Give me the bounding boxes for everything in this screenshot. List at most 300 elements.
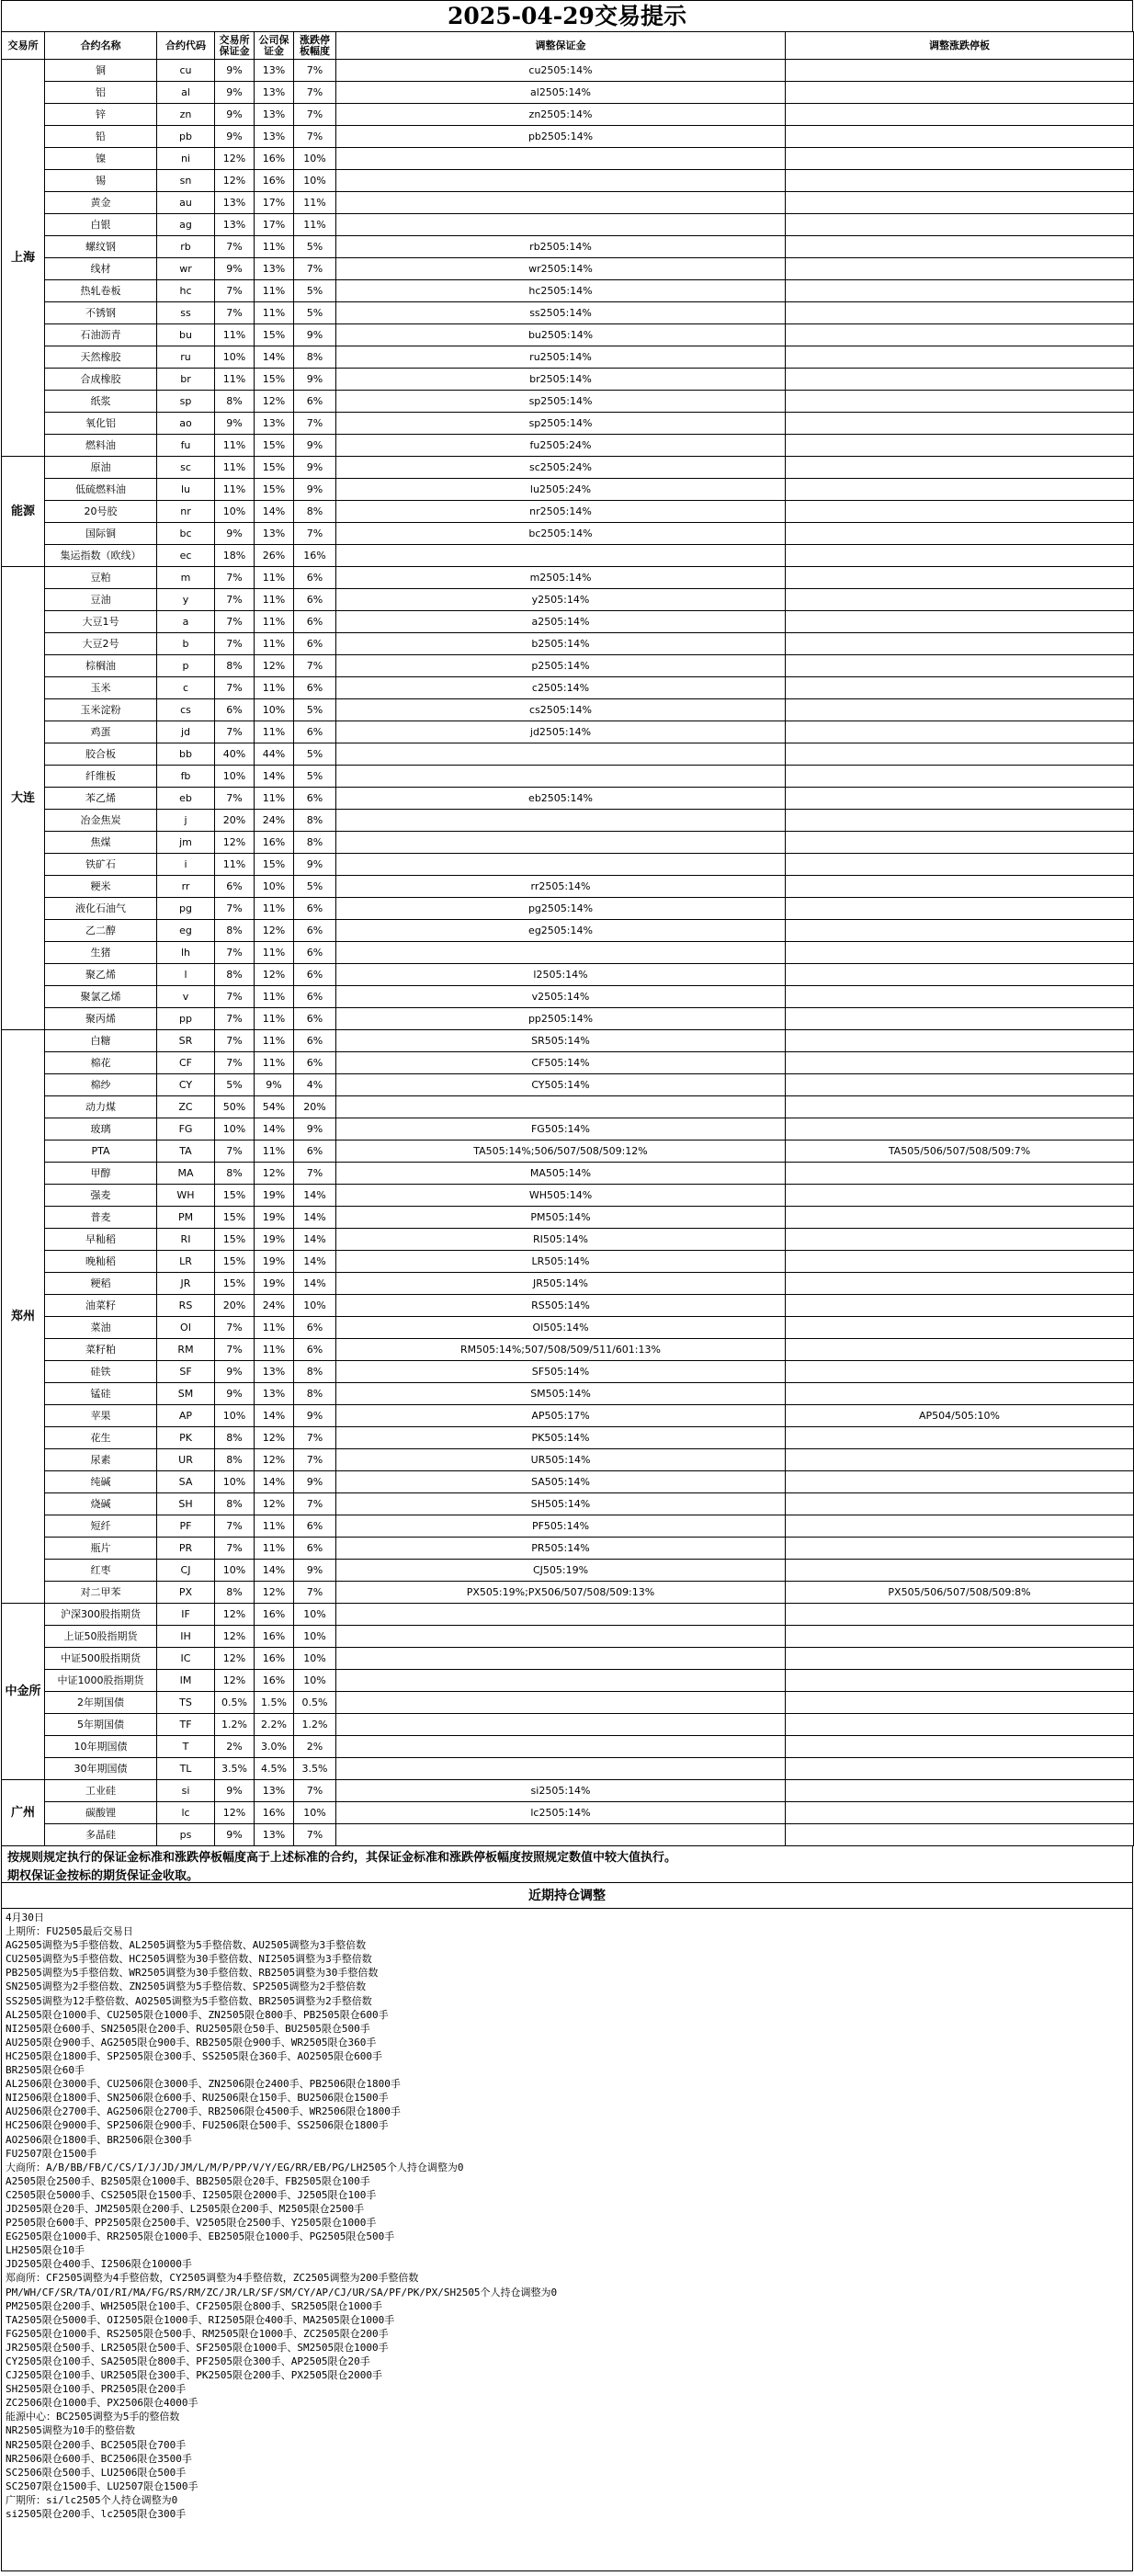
contract-code-cell: jd <box>157 721 215 743</box>
exchange-margin-cell: 13% <box>215 214 255 236</box>
price-limit-cell: 5% <box>294 236 336 258</box>
exchange-margin-cell: 11% <box>215 479 255 501</box>
contract-code-cell: c <box>157 677 215 699</box>
price-limit-cell: 6% <box>294 1339 336 1361</box>
company-margin-cell: 11% <box>255 1008 294 1030</box>
position-line: ZC2506限仓1000手、PX2506限仓4000手 <box>6 2397 198 2410</box>
position-line: NR2506限仓600手、BC2506限仓3500手 <box>6 2452 192 2465</box>
price-limit-cell: 6% <box>294 942 336 964</box>
table-row <box>2 258 1134 280</box>
adjusted-limit-cell <box>786 699 1134 721</box>
company-margin-cell: 10% <box>255 699 294 721</box>
table-row <box>2 1802 1134 1824</box>
adjusted-margin-cell <box>336 1758 786 1780</box>
adjusted-margin-cell <box>336 1736 786 1758</box>
adjusted-limit-cell <box>786 743 1134 766</box>
exchange-margin-cell: 10% <box>215 766 255 788</box>
price-limit-cell: 7% <box>294 1427 336 1449</box>
company-margin-cell: 11% <box>255 633 294 655</box>
exchange-cell: 能源 <box>2 457 45 567</box>
table-row <box>2 1096 1134 1118</box>
contract-name-cell: 铅 <box>45 126 157 148</box>
price-limit-cell: 6% <box>294 964 336 986</box>
company-margin-cell: 15% <box>255 369 294 391</box>
price-limit-cell: 14% <box>294 1251 336 1273</box>
table-row <box>2 832 1134 854</box>
price-limit-cell: 7% <box>294 1582 336 1604</box>
contract-code-cell: pg <box>157 898 215 920</box>
adjusted-limit-cell <box>786 854 1134 876</box>
contract-name-cell: 工业硅 <box>45 1780 157 1802</box>
contract-code-cell: wr <box>157 258 215 280</box>
contract-name-cell: 玉米 <box>45 677 157 699</box>
contract-code-cell: fb <box>157 766 215 788</box>
company-margin-cell: 14% <box>255 501 294 523</box>
contract-name-cell: 花生 <box>45 1427 157 1449</box>
price-limit-cell: 8% <box>294 1383 336 1405</box>
exchange-margin-cell: 7% <box>215 898 255 920</box>
exchange-margin-cell: 10% <box>215 1405 255 1427</box>
table-row <box>2 677 1134 699</box>
exchange-margin-cell: 10% <box>215 346 255 369</box>
contract-code-cell: cu <box>157 60 215 82</box>
adjusted-margin-cell: b2505:14% <box>336 633 786 655</box>
price-limit-cell: 5% <box>294 699 336 721</box>
adjusted-limit-cell <box>786 258 1134 280</box>
position-line: BR2505限仓60手 <box>6 2064 85 2077</box>
table-row <box>2 1582 1134 1604</box>
contract-code-cell: RS <box>157 1295 215 1317</box>
price-limit-cell: 10% <box>294 1648 336 1670</box>
adjusted-margin-cell <box>336 170 786 192</box>
price-limit-cell: 4% <box>294 1074 336 1096</box>
price-limit-cell: 0.5% <box>294 1692 336 1714</box>
adjusted-margin-cell: al2505:14% <box>336 82 786 104</box>
contract-name-cell: 瓶片 <box>45 1538 157 1560</box>
exchange-margin-cell: 7% <box>215 1030 255 1052</box>
margin-table <box>1 31 1134 1846</box>
position-line: A2505限仓2500手、B2505限仓1000手、BB2505限仓20手、FB2505限仓100手 <box>6 2174 370 2187</box>
exchange-margin-cell: 9% <box>215 413 255 435</box>
adjusted-limit-cell <box>786 1251 1134 1273</box>
adjusted-limit-cell <box>786 1736 1134 1758</box>
table-row <box>2 435 1134 457</box>
adjusted-limit-cell <box>786 1096 1134 1118</box>
adjusted-limit-cell <box>786 1118 1134 1140</box>
adjusted-margin-cell <box>336 1670 786 1692</box>
price-limit-cell: 9% <box>294 435 336 457</box>
price-limit-cell: 10% <box>294 1626 336 1648</box>
price-limit-cell: 9% <box>294 324 336 346</box>
price-limit-cell: 6% <box>294 1538 336 1560</box>
exchange-margin-cell: 15% <box>215 1229 255 1251</box>
company-margin-cell: 14% <box>255 1471 294 1493</box>
adjusted-limit-cell <box>786 1383 1134 1405</box>
exchange-margin-cell: 8% <box>215 920 255 942</box>
adjusted-margin-cell: PF505:14% <box>336 1515 786 1538</box>
price-limit-cell: 20% <box>294 1096 336 1118</box>
price-limit-cell: 8% <box>294 501 336 523</box>
table-row <box>2 170 1134 192</box>
adjusted-limit-cell <box>786 964 1134 986</box>
adjusted-margin-cell: eg2505:14% <box>336 920 786 942</box>
price-limit-cell: 1.2% <box>294 1714 336 1736</box>
company-margin-cell: 15% <box>255 854 294 876</box>
company-margin-cell: 24% <box>255 810 294 832</box>
contract-code-cell: RM <box>157 1339 215 1361</box>
position-line: FU2507限仓1500手 <box>6 2147 97 2160</box>
contract-name-cell: 玉米淀粉 <box>45 699 157 721</box>
price-limit-cell: 5% <box>294 766 336 788</box>
adjusted-limit-cell <box>786 1427 1134 1449</box>
contract-code-cell: IM <box>157 1670 215 1692</box>
adjusted-limit-cell <box>786 391 1134 413</box>
adjusted-margin-cell: FG505:14% <box>336 1118 786 1140</box>
adjusted-margin-cell: eb2505:14% <box>336 788 786 810</box>
contract-name-cell: 尿素 <box>45 1449 157 1471</box>
company-margin-cell: 4.5% <box>255 1758 294 1780</box>
contract-name-cell: 氧化铝 <box>45 413 157 435</box>
contract-code-cell: sp <box>157 391 215 413</box>
table-row <box>2 1714 1134 1736</box>
table-row <box>2 214 1134 236</box>
table-row <box>2 545 1134 567</box>
adjusted-limit-cell <box>786 633 1134 655</box>
contract-name-cell: 合成橡胶 <box>45 369 157 391</box>
exchange-margin-cell: 7% <box>215 1008 255 1030</box>
company-margin-cell: 14% <box>255 1118 294 1140</box>
price-limit-cell: 6% <box>294 721 336 743</box>
exchange-margin-cell: 9% <box>215 1383 255 1405</box>
table-row <box>2 1758 1134 1780</box>
adjusted-limit-cell <box>786 1538 1134 1560</box>
price-limit-cell: 14% <box>294 1273 336 1295</box>
position-line: PM/WH/CF/SR/TA/OI/RI/MA/FG/RS/RM/ZC/JR/LR/SF/SM/CY/AP/CJ/UR/SA/PF/PK/PX/SH2505个人持仓调整为0 <box>6 2286 558 2298</box>
contract-name-cell: 粳米 <box>45 876 157 898</box>
position-line: SC2506限仓500手、LU2506限仓500手 <box>6 2466 187 2479</box>
adjusted-margin-cell <box>336 192 786 214</box>
contract-name-cell: 粳稻 <box>45 1273 157 1295</box>
contract-code-cell: eb <box>157 788 215 810</box>
company-margin-cell: 24% <box>255 1295 294 1317</box>
contract-name-cell: 不锈钢 <box>45 302 157 324</box>
price-limit-cell: 16% <box>294 545 336 567</box>
price-limit-cell: 11% <box>294 192 336 214</box>
table-row <box>2 810 1134 832</box>
table-row <box>2 1736 1134 1758</box>
company-margin-cell: 15% <box>255 479 294 501</box>
contract-name-cell: 棉纱 <box>45 1074 157 1096</box>
table-row <box>2 324 1134 346</box>
adjusted-margin-cell <box>336 1824 786 1846</box>
adjusted-limit-cell <box>786 523 1134 545</box>
contract-code-cell: UR <box>157 1449 215 1471</box>
table-row <box>2 501 1134 523</box>
price-limit-cell: 9% <box>294 457 336 479</box>
contract-name-cell: 冶金焦炭 <box>45 810 157 832</box>
price-limit-cell: 9% <box>294 1118 336 1140</box>
adjusted-margin-cell: UR505:14% <box>336 1449 786 1471</box>
table-row <box>2 1515 1134 1538</box>
header-adjusted-limit: 调整涨跌停板 <box>786 32 1134 60</box>
exchange-margin-cell: 9% <box>215 1361 255 1383</box>
contract-name-cell: 大豆2号 <box>45 633 157 655</box>
adjusted-margin-cell: CY505:14% <box>336 1074 786 1096</box>
contract-name-cell: 大豆1号 <box>45 611 157 633</box>
exchange-margin-cell: 12% <box>215 1626 255 1648</box>
exchange-margin-cell: 1.2% <box>215 1714 255 1736</box>
adjusted-limit-cell <box>786 1185 1134 1207</box>
adjusted-limit-cell <box>786 1648 1134 1670</box>
company-margin-cell: 16% <box>255 1648 294 1670</box>
contract-name-cell: 苯乙烯 <box>45 788 157 810</box>
price-limit-cell: 6% <box>294 1052 336 1074</box>
adjusted-limit-cell <box>786 1207 1134 1229</box>
header-code: 合约代码 <box>157 32 215 60</box>
price-limit-cell: 11% <box>294 214 336 236</box>
adjusted-limit-cell <box>786 1052 1134 1074</box>
adjusted-limit-cell <box>786 104 1134 126</box>
contract-name-cell: 普麦 <box>45 1207 157 1229</box>
table-row <box>2 391 1134 413</box>
adjusted-margin-cell: SH505:14% <box>336 1493 786 1515</box>
position-line: PM2505限仓200手、WH2505限仓100手、CF2505限仓800手、SR2505限仓1000手 <box>6 2299 383 2312</box>
adjusted-limit-cell <box>786 1449 1134 1471</box>
exchange-cell: 上海 <box>2 60 45 457</box>
contract-name-cell: 国际铜 <box>45 523 157 545</box>
company-margin-cell: 11% <box>255 942 294 964</box>
contract-name-cell: 中证1000股指期货 <box>45 1670 157 1692</box>
adjusted-limit-cell <box>786 1229 1134 1251</box>
contract-code-cell: a <box>157 611 215 633</box>
price-limit-cell: 8% <box>294 1361 336 1383</box>
adjusted-limit-cell <box>786 1824 1134 1846</box>
exchange-margin-cell: 7% <box>215 1052 255 1074</box>
adjusted-limit-cell <box>786 1074 1134 1096</box>
price-limit-cell: 6% <box>294 1140 336 1163</box>
contract-code-cell: TA <box>157 1140 215 1163</box>
adjusted-limit-cell <box>786 788 1134 810</box>
adjusted-margin-cell <box>336 743 786 766</box>
table-row <box>2 1427 1134 1449</box>
position-line: AU2505限仓900手、AG2505限仓900手、RB2505限仓900手、WR2505限仓360手 <box>6 2036 377 2048</box>
company-margin-cell: 19% <box>255 1229 294 1251</box>
adjusted-margin-cell: MA505:14% <box>336 1163 786 1185</box>
contract-name-cell: 胶合板 <box>45 743 157 766</box>
adjusted-limit-cell: TA505/506/507/508/509:7% <box>786 1140 1134 1163</box>
price-limit-cell: 6% <box>294 788 336 810</box>
price-limit-cell: 10% <box>294 1802 336 1824</box>
table-row <box>2 721 1134 743</box>
price-limit-cell: 9% <box>294 854 336 876</box>
adjusted-limit-cell <box>786 1714 1134 1736</box>
footnote <box>1 1846 1133 1883</box>
contract-name-cell: 早籼稻 <box>45 1229 157 1251</box>
company-margin-cell: 54% <box>255 1096 294 1118</box>
adjusted-limit-cell <box>786 1515 1134 1538</box>
company-margin-cell: 12% <box>255 1163 294 1185</box>
adjusted-margin-cell <box>336 854 786 876</box>
adjusted-limit-cell <box>786 369 1134 391</box>
adjusted-margin-cell: WH505:14% <box>336 1185 786 1207</box>
adjusted-margin-cell: cs2505:14% <box>336 699 786 721</box>
exchange-margin-cell: 20% <box>215 1295 255 1317</box>
contract-code-cell: TF <box>157 1714 215 1736</box>
table-row <box>2 1008 1134 1030</box>
header-limit: 涨跌停板幅度 <box>294 32 336 60</box>
company-margin-cell: 11% <box>255 1515 294 1538</box>
company-margin-cell: 11% <box>255 1538 294 1560</box>
position-line: AL2506限仓3000手、CU2506限仓3000手、ZN2506限仓2400手、PB2506限仓1800手 <box>6 2078 401 2091</box>
company-margin-cell: 12% <box>255 920 294 942</box>
table-row <box>2 942 1134 964</box>
adjusted-margin-cell: PX505:19%;PX506/507/508/509:13% <box>336 1582 786 1604</box>
price-limit-cell: 6% <box>294 1317 336 1339</box>
contract-code-cell: MA <box>157 1163 215 1185</box>
table-row <box>2 1670 1134 1692</box>
header-exchange: 交易所 <box>2 32 45 60</box>
contract-code-cell: ss <box>157 302 215 324</box>
adjusted-limit-cell <box>786 1802 1134 1824</box>
contract-name-cell: 焦煤 <box>45 832 157 854</box>
adjusted-limit-cell <box>786 126 1134 148</box>
company-margin-cell: 17% <box>255 214 294 236</box>
table-row <box>2 1626 1134 1648</box>
adjusted-limit-cell <box>786 192 1134 214</box>
contract-code-cell: hc <box>157 280 215 302</box>
position-line: NR2505调整为10手的整倍数 <box>6 2424 135 2437</box>
company-margin-cell: 13% <box>255 104 294 126</box>
company-margin-cell: 11% <box>255 1052 294 1074</box>
contract-code-cell: ru <box>157 346 215 369</box>
contract-name-cell: 聚氯乙烯 <box>45 986 157 1008</box>
contract-name-cell: 豆油 <box>45 589 157 611</box>
contract-code-cell: lc <box>157 1802 215 1824</box>
table-row <box>2 1273 1134 1295</box>
contract-name-cell: 动力煤 <box>45 1096 157 1118</box>
contract-name-cell: 纤维板 <box>45 766 157 788</box>
adjusted-margin-cell: AP505:17% <box>336 1405 786 1427</box>
table-row <box>2 1449 1134 1471</box>
company-margin-cell: 13% <box>255 1383 294 1405</box>
table-row <box>2 1052 1134 1074</box>
contract-code-cell: lu <box>157 479 215 501</box>
adjusted-margin-cell: v2505:14% <box>336 986 786 1008</box>
adjusted-limit-cell <box>786 1030 1134 1052</box>
contract-code-cell: LR <box>157 1251 215 1273</box>
contract-code-cell: ps <box>157 1824 215 1846</box>
contract-code-cell: b <box>157 633 215 655</box>
price-limit-cell: 10% <box>294 170 336 192</box>
table-row <box>2 1824 1134 1846</box>
contract-code-cell: CF <box>157 1052 215 1074</box>
position-line: JD2505限仓20手、JM2505限仓200手、L2505限仓200手、M2505限仓2500手 <box>6 2202 365 2215</box>
company-margin-cell: 14% <box>255 1560 294 1582</box>
table-row <box>2 1692 1134 1714</box>
table-row <box>2 302 1134 324</box>
contract-code-cell: IH <box>157 1626 215 1648</box>
contract-name-cell: 纯碱 <box>45 1471 157 1493</box>
contract-code-cell: SF <box>157 1361 215 1383</box>
table-row <box>2 1118 1134 1140</box>
contract-code-cell: v <box>157 986 215 1008</box>
company-margin-cell: 2.2% <box>255 1714 294 1736</box>
adjusted-limit-cell <box>786 346 1134 369</box>
exchange-margin-cell: 5% <box>215 1074 255 1096</box>
table-row <box>2 1538 1134 1560</box>
position-line: CJ2505限仓100手、UR2505限仓300手、PK2505限仓200手、PX2505限仓2000手 <box>6 2369 383 2382</box>
exchange-margin-cell: 8% <box>215 964 255 986</box>
position-line: SH2505限仓100手、PR2505限仓200手 <box>6 2383 187 2396</box>
company-margin-cell: 13% <box>255 1361 294 1383</box>
table-row <box>2 898 1134 920</box>
contract-name-cell: 硅铁 <box>45 1361 157 1383</box>
exchange-margin-cell: 7% <box>215 633 255 655</box>
table-row <box>2 1251 1134 1273</box>
table-row <box>2 523 1134 545</box>
contract-name-cell: 中证500股指期货 <box>45 1648 157 1670</box>
adjusted-limit-cell <box>786 82 1134 104</box>
exchange-margin-cell: 6% <box>215 876 255 898</box>
price-limit-cell: 9% <box>294 1471 336 1493</box>
price-limit-cell: 5% <box>294 302 336 324</box>
table-row <box>2 876 1134 898</box>
exchange-margin-cell: 8% <box>215 1427 255 1449</box>
price-limit-cell: 7% <box>294 104 336 126</box>
exchange-margin-cell: 9% <box>215 82 255 104</box>
adjusted-margin-cell: sc2505:24% <box>336 457 786 479</box>
company-margin-cell: 26% <box>255 545 294 567</box>
exchange-cell: 广州 <box>2 1780 45 1846</box>
price-limit-cell: 6% <box>294 633 336 655</box>
adjusted-margin-cell <box>336 1648 786 1670</box>
exchange-margin-cell: 8% <box>215 1493 255 1515</box>
contract-name-cell: 纸浆 <box>45 391 157 413</box>
table-row <box>2 1383 1134 1405</box>
table-row <box>2 236 1134 258</box>
adjusted-margin-cell: zn2505:14% <box>336 104 786 126</box>
adjusted-margin-cell: nr2505:14% <box>336 501 786 523</box>
exchange-margin-cell: 11% <box>215 324 255 346</box>
table-row <box>2 280 1134 302</box>
company-margin-cell: 11% <box>255 788 294 810</box>
table-row <box>2 589 1134 611</box>
adjusted-margin-cell: LR505:14% <box>336 1251 786 1273</box>
exchange-margin-cell: 10% <box>215 1471 255 1493</box>
table-row <box>2 766 1134 788</box>
position-line: 郑商所：CF2505调整为4手整倍数，CY2505调整为4手整倍数，ZC2505调整为200手整倍数 <box>6 2272 419 2285</box>
footnote-line: 期权保证金按标的期货保证金收取。 <box>7 1869 199 1883</box>
contract-name-cell: 20号胶 <box>45 501 157 523</box>
contract-code-cell: T <box>157 1736 215 1758</box>
position-line: LH2505限仓10手 <box>6 2244 85 2257</box>
adjusted-limit-cell <box>786 435 1134 457</box>
price-limit-cell: 10% <box>294 148 336 170</box>
contract-name-cell: 线材 <box>45 258 157 280</box>
adjusted-margin-cell <box>336 1692 786 1714</box>
price-limit-cell: 6% <box>294 677 336 699</box>
company-margin-cell: 11% <box>255 721 294 743</box>
company-margin-cell: 13% <box>255 1824 294 1846</box>
contract-name-cell: 菜油 <box>45 1317 157 1339</box>
contract-name-cell: 对二甲苯 <box>45 1582 157 1604</box>
contract-name-cell: 菜籽粕 <box>45 1339 157 1361</box>
contract-code-cell: i <box>157 854 215 876</box>
table-row <box>2 743 1134 766</box>
company-margin-cell: 44% <box>255 743 294 766</box>
adjusted-margin-cell: cu2505:14% <box>336 60 786 82</box>
table-row <box>2 346 1134 369</box>
